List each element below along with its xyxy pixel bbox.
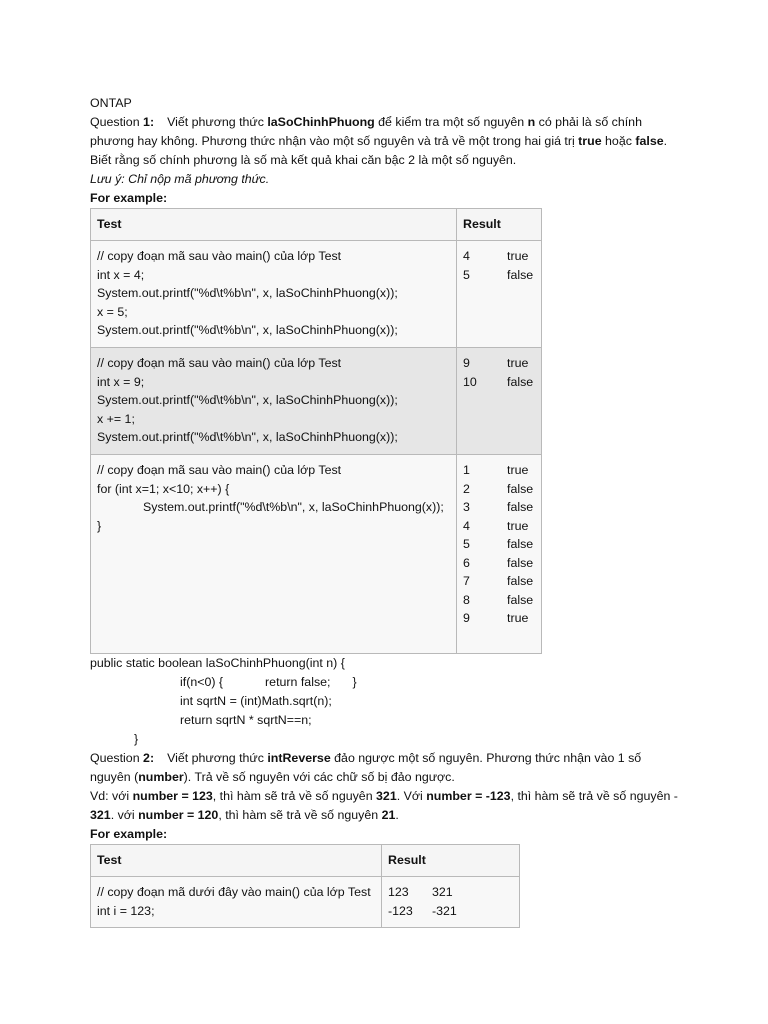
q1-hoac: hoặc [601, 134, 636, 148]
code-line: } [134, 732, 139, 746]
result-line [463, 591, 535, 610]
result-output: true [507, 463, 529, 477]
result-line [463, 572, 535, 591]
result-input: 9 [463, 356, 470, 370]
result-cell [382, 877, 520, 928]
table-row [91, 877, 520, 928]
q2-vd-c: . Với [396, 789, 427, 803]
document-page [90, 94, 690, 928]
result-line [463, 480, 535, 499]
q1-text-3: có phải là số chính [535, 115, 642, 129]
result-input: 4 [463, 518, 470, 533]
q1-text-2: để kiểm tra một số nguyên [374, 115, 528, 129]
code-line: System.out.printf("%d\t%b\n", x, laSoChinhPhuong(x)); [97, 286, 398, 300]
result-line [388, 902, 513, 921]
result-output: false [507, 267, 534, 282]
q2-text-1: Viết phương thức [167, 751, 268, 765]
result-output: false [507, 574, 534, 588]
code-if: if(n<0) { [180, 675, 224, 689]
code-line: // copy đoạn mã sau vào main() của lớp Test [97, 356, 342, 370]
code-line: x = 5; [97, 304, 128, 319]
q2-vd-b: , thì hàm sẽ trả về số nguyên [212, 789, 377, 803]
document-header: ONTAP [90, 96, 132, 110]
q1-line-2 [90, 132, 690, 151]
q2-example-text: For example: [90, 827, 168, 841]
result-line [463, 535, 535, 554]
q1-n: n [527, 115, 536, 129]
q1-line-3: Biết rằng số chính phương là số mà kết quả khai căn bậc 2 là một số nguyên. [90, 153, 517, 167]
q2-table-header [91, 845, 520, 877]
code-line: System.out.printf("%d\t%b\n", x, laSoChinhPhuong(x)); [97, 393, 398, 407]
result-line [463, 373, 535, 392]
q2-header-test: Test [91, 845, 382, 877]
q2-vd-r1: 321 [376, 789, 397, 803]
result-output: true [507, 611, 529, 625]
result-input: 123 [388, 885, 409, 899]
q2-number: 2: [143, 751, 155, 765]
q2-vd-g: . [395, 808, 399, 822]
result-input: 7 [463, 574, 470, 588]
code-line: // copy đoạn mã dưới đây vào main() của lớp Test [97, 885, 371, 899]
result-output: false [507, 481, 534, 496]
result-input: -123 [388, 903, 413, 918]
q2-text-4: ). Trả về số nguyên với các chữ số bị đảo ngược. [183, 770, 455, 784]
q1-false: false [635, 134, 664, 148]
test-code-cell [91, 877, 382, 928]
table-row [91, 241, 542, 348]
q1-header-test: Test [91, 209, 457, 241]
q2-test-table [90, 844, 520, 928]
q1-example-text: For example: [90, 191, 168, 205]
q1-text-1: Viết phương thức [167, 115, 268, 129]
question-1 [90, 113, 690, 749]
result-output: true [507, 356, 529, 370]
result-line [463, 354, 535, 373]
result-line [463, 554, 535, 573]
result-input: 5 [463, 537, 470, 551]
result-line [463, 498, 535, 517]
table-row [91, 348, 542, 455]
q1-solution-code [90, 654, 690, 749]
code-line: System.out.printf("%d\t%b\n", x, laSoChinhPhuong(x)); [97, 430, 398, 444]
code-close-brace: } [352, 675, 357, 689]
q2-method-name: intReverse [267, 751, 331, 765]
result-line [463, 609, 535, 628]
q1-line-1 [90, 113, 690, 132]
result-output: false [507, 592, 534, 607]
code-line: System.out.printf("%d\t%b\n", x, laSoChinhPhuong(x)); [143, 500, 444, 514]
table-row [91, 455, 542, 654]
result-input: 4 [463, 249, 470, 263]
code-line: public static boolean laSoChinhPhuong(int n) { [90, 656, 345, 670]
q1-note [90, 170, 690, 189]
result-cell [457, 348, 542, 455]
result-output: false [507, 500, 534, 514]
q2-vd-n3: number = 120 [138, 808, 219, 822]
result-output: false [507, 555, 534, 570]
result-output: true [507, 249, 529, 263]
q2-vd-r2: 321 [90, 808, 111, 822]
q2-line-1 [90, 749, 690, 768]
result-line [463, 461, 535, 480]
q1-header-result: Result [457, 209, 542, 241]
code-line: return sqrtN * sqrtN==n; [180, 713, 312, 727]
q2-label: Question [90, 751, 144, 765]
result-input: 9 [463, 611, 470, 625]
result-output: false [507, 374, 534, 389]
result-input: 1 [463, 463, 470, 477]
code-line: for (int x=1; x<10; x++) { [97, 481, 230, 496]
q2-header-result: Result [382, 845, 520, 877]
result-cell [457, 455, 542, 654]
q2-vd-d: , thì hàm sẽ trả về số nguyên - [510, 789, 678, 803]
q2-vd-f: , thì hàm sẽ trả về số nguyên [218, 808, 382, 822]
q2-vd-n2: number = -123 [426, 789, 511, 803]
result-input: 10 [463, 374, 477, 389]
q2-number-word: number [138, 770, 184, 784]
result-line [388, 883, 513, 902]
code-line: int sqrtN = (int)Math.sqrt(n); [180, 694, 332, 708]
q2-vd-e: . với [110, 808, 139, 822]
q2-text-3: nguyên ( [90, 770, 139, 784]
code-return-false: return false; [265, 675, 331, 689]
q1-line-2a: phương hay không. Phương thức nhận vào một số nguyên và trả về một trong hai giá trị [90, 134, 579, 148]
test-code-cell [91, 455, 457, 654]
code-line: } [97, 518, 102, 533]
q2-example-line-2 [90, 806, 690, 825]
code-line: int x = 9; [97, 374, 145, 389]
result-output: 321 [432, 885, 453, 899]
result-cell [457, 241, 542, 348]
q1-example-label [90, 189, 690, 208]
q2-example-label [90, 825, 690, 844]
code-line: int i = 123; [97, 903, 155, 918]
q2-vd-r3: 21 [381, 808, 396, 822]
code-line: // copy đoạn mã sau vào main() của lớp Test [97, 463, 342, 477]
q2-text-2: đảo ngược một số nguyên. Phương thức nhận vào 1 số [330, 751, 642, 765]
q1-table-header [91, 209, 542, 241]
code-line: System.out.printf("%d\t%b\n", x, laSoChinhPhuong(x)); [97, 323, 398, 337]
result-output: false [507, 537, 534, 551]
result-input: 6 [463, 555, 470, 570]
result-output: true [507, 518, 529, 533]
question-2 [90, 749, 690, 928]
q1-test-table [90, 208, 542, 654]
result-line [463, 247, 535, 266]
q1-number: 1: [143, 115, 155, 129]
code-line: int x = 4; [97, 267, 145, 282]
q1-true: true [578, 134, 602, 148]
result-line [463, 266, 535, 285]
q2-example-line-1 [90, 787, 690, 806]
result-line [463, 517, 535, 536]
q2-vd-n1: number = 123 [132, 789, 213, 803]
result-input: 3 [463, 500, 470, 514]
code-line: // copy đoạn mã sau vào main() của lớp Test [97, 249, 342, 263]
result-input: 2 [463, 481, 470, 496]
code-line: x += 1; [97, 411, 135, 426]
q1-method-name: laSoChinhPhuong [267, 115, 375, 129]
q1-dot: . [663, 134, 668, 148]
result-output: -321 [432, 903, 457, 918]
q2-line-2 [90, 768, 690, 787]
result-input: 5 [463, 267, 470, 282]
q1-label: Question [90, 115, 144, 129]
q2-vd-a: Vd: với [90, 789, 133, 803]
code-line [90, 673, 690, 692]
q1-note-text: Lưu ý: Chỉ nộp mã phương thức. [90, 172, 270, 186]
result-input: 8 [463, 592, 470, 607]
test-code-cell [91, 241, 457, 348]
test-code-cell [91, 348, 457, 455]
